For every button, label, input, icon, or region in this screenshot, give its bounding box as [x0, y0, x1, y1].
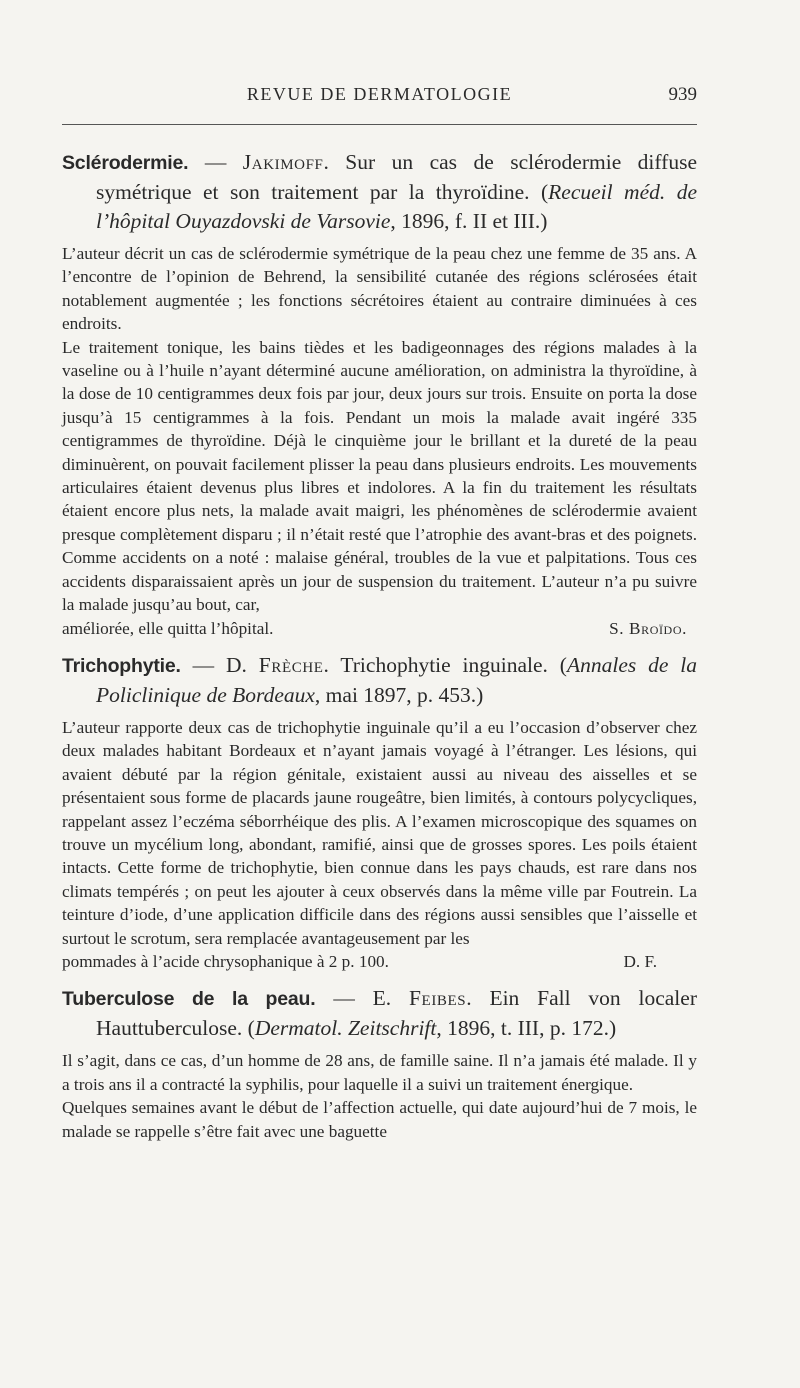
article-author: Feibes	[409, 986, 467, 1011]
paragraph: L’auteur décrit un cas de sclérodermie symétrique de la peau chez une femme de 35 ans. A l’encontre de l’opinion de Behrend, la sensibilité cutanée des régions sclérosées était notablement augmentée ; les fonctions sécrétoires étaient au contraire diminuées à ces endroits.	[62, 244, 697, 334]
citation-post: , 1896, t. III, p. 172.)	[436, 1016, 617, 1041]
author-initial: D.	[226, 652, 259, 677]
citation-pre: . Ein Fall von localer Hauttuberculose. (	[96, 986, 697, 1041]
paragraph: Quelques semaines avant le début de l’affection actuelle, qui date aujourd’hui de 7 mois, le malade se rappelle s’être fait avec une baguette	[62, 1098, 697, 1141]
paragraph: Il s’agit, dans ce cas, d’un homme de 28 ans, de famille saine. Il n’a jamais été malade. Il y a trois ans il a contracté la syphilis, pour laquelle il a suivi un traitement énergique.	[62, 1051, 697, 1094]
article-title: Trichophytie.	[62, 654, 181, 677]
article-heading	[62, 984, 697, 1043]
citation-journal: Annales de la Policlinique de Bordeaux	[96, 652, 697, 707]
citation-journal: Recueil méd. de l’hôpital Ouyazdovski de Varsovie	[96, 180, 697, 233]
signature-line	[62, 950, 697, 973]
article-heading	[62, 651, 697, 710]
last-line: améliorée, elle quitta l’hôpital.	[62, 618, 274, 638]
signature: D. F.	[623, 951, 657, 971]
paragraph: L’auteur rapporte deux cas de trichophytie inguinale qu’il a eu l’occasion d’observer chez deux malades habitant Bordeaux et n’ayant jamais voyagé à l’étranger. Les lésions, qui avaient débuté par la région génitale, existaient aussi au niveau des aisselles et se présentaient sous forme de placards jaune rougeâtre, bien limités, à contours polycycliques, rappelant assez l’eczéma séborrhéique des plis. A l’examen microscopique des squames on trouve un mycélium long, abondant, ramifié, ainsi que de grosses spores. Les poils étaient intacts. Cette forme de trichophytie, bien connue dans les pays chauds, est rare dans nos climats tempérés ; on peut les ajouter à ceux observés dans la même ville par Foutrein. La teinture d’iode, d’une application difficile dans des régions aussi sensibles que l’aisselle et surtout le scrotum, sera remplacée avantageusement par les	[62, 717, 697, 948]
article-title: Sclérodermie.	[62, 152, 189, 174]
heading-dash: —	[315, 986, 373, 1011]
page-header	[62, 84, 697, 112]
paragraph: Le traitement tonique, les bains tièdes et les badigeonnages des régions malades à la vaseline ou à l’huile n’ayant déterminé aucune amélioration, on administra la thyroïdine, à la dose de 10 centigrammes deux fois par jour, deux jours sur trois. Ensuite on porta la dose jusqu’à 15 centigrammes à la fois. Pendant un mois la malade avait ingéré 335 centigrammes de thyroïdine. Déjà le cinquième jour le brillant et la dureté de la peau diminuèrent, on pouvait facilement plisser la peau dans plusieurs endroits. Les mouvements articulaires étaient devenus plus libres et indolores. A la fin du traitement les résultats étaient encore plus nets, la malade avait maigri, les phénomènes de sclérodermie avaient presque complètement disparu ; il n’était resté que l’atrophie des avant-bras et des poignets. Comme accidents on a noté : malaise général, troubles de la vue et palpitations. Tous ces accidents disparaissaient après un jour de suspension du traitement. L’auteur n’a pu suivre la malade jusqu’au bout, car,	[62, 337, 697, 615]
article-heading	[62, 148, 697, 236]
article-sclerodermie	[62, 148, 697, 640]
page-number: 939	[668, 84, 697, 105]
citation-post: , 1896, f. II et III.)	[390, 209, 548, 233]
citation-pre: . Sur un cas de sclérodermie diffuse symétrique et son traitement par la thyroïdine. (	[96, 150, 697, 204]
running-head: REVUE DE DERMATOLOGIE	[246, 84, 513, 104]
heading-dash: —	[188, 150, 243, 174]
citation-journal: Dermatol. Zeitschrift	[254, 1016, 437, 1041]
citation-post: , mai 1897, p. 453.)	[314, 682, 484, 707]
article-trichophytie	[62, 651, 697, 973]
article-author: Frèche	[258, 652, 324, 677]
article-author: Jakimoff	[242, 150, 324, 174]
last-line: pommades à l’acide chrysophanique à 2 p. 100.	[62, 951, 389, 971]
heading-dash: —	[180, 652, 227, 677]
citation-pre: . Trichophytie inguinale. (	[323, 652, 567, 677]
signature: S. Broïdo.	[609, 618, 687, 638]
author-initial: E.	[372, 986, 409, 1011]
article-tuberculose	[62, 984, 697, 1143]
page-body	[62, 148, 697, 1143]
header-rule	[62, 124, 697, 125]
signature-line	[62, 617, 697, 640]
article-title: Tuberculose de la peau.	[62, 988, 316, 1011]
